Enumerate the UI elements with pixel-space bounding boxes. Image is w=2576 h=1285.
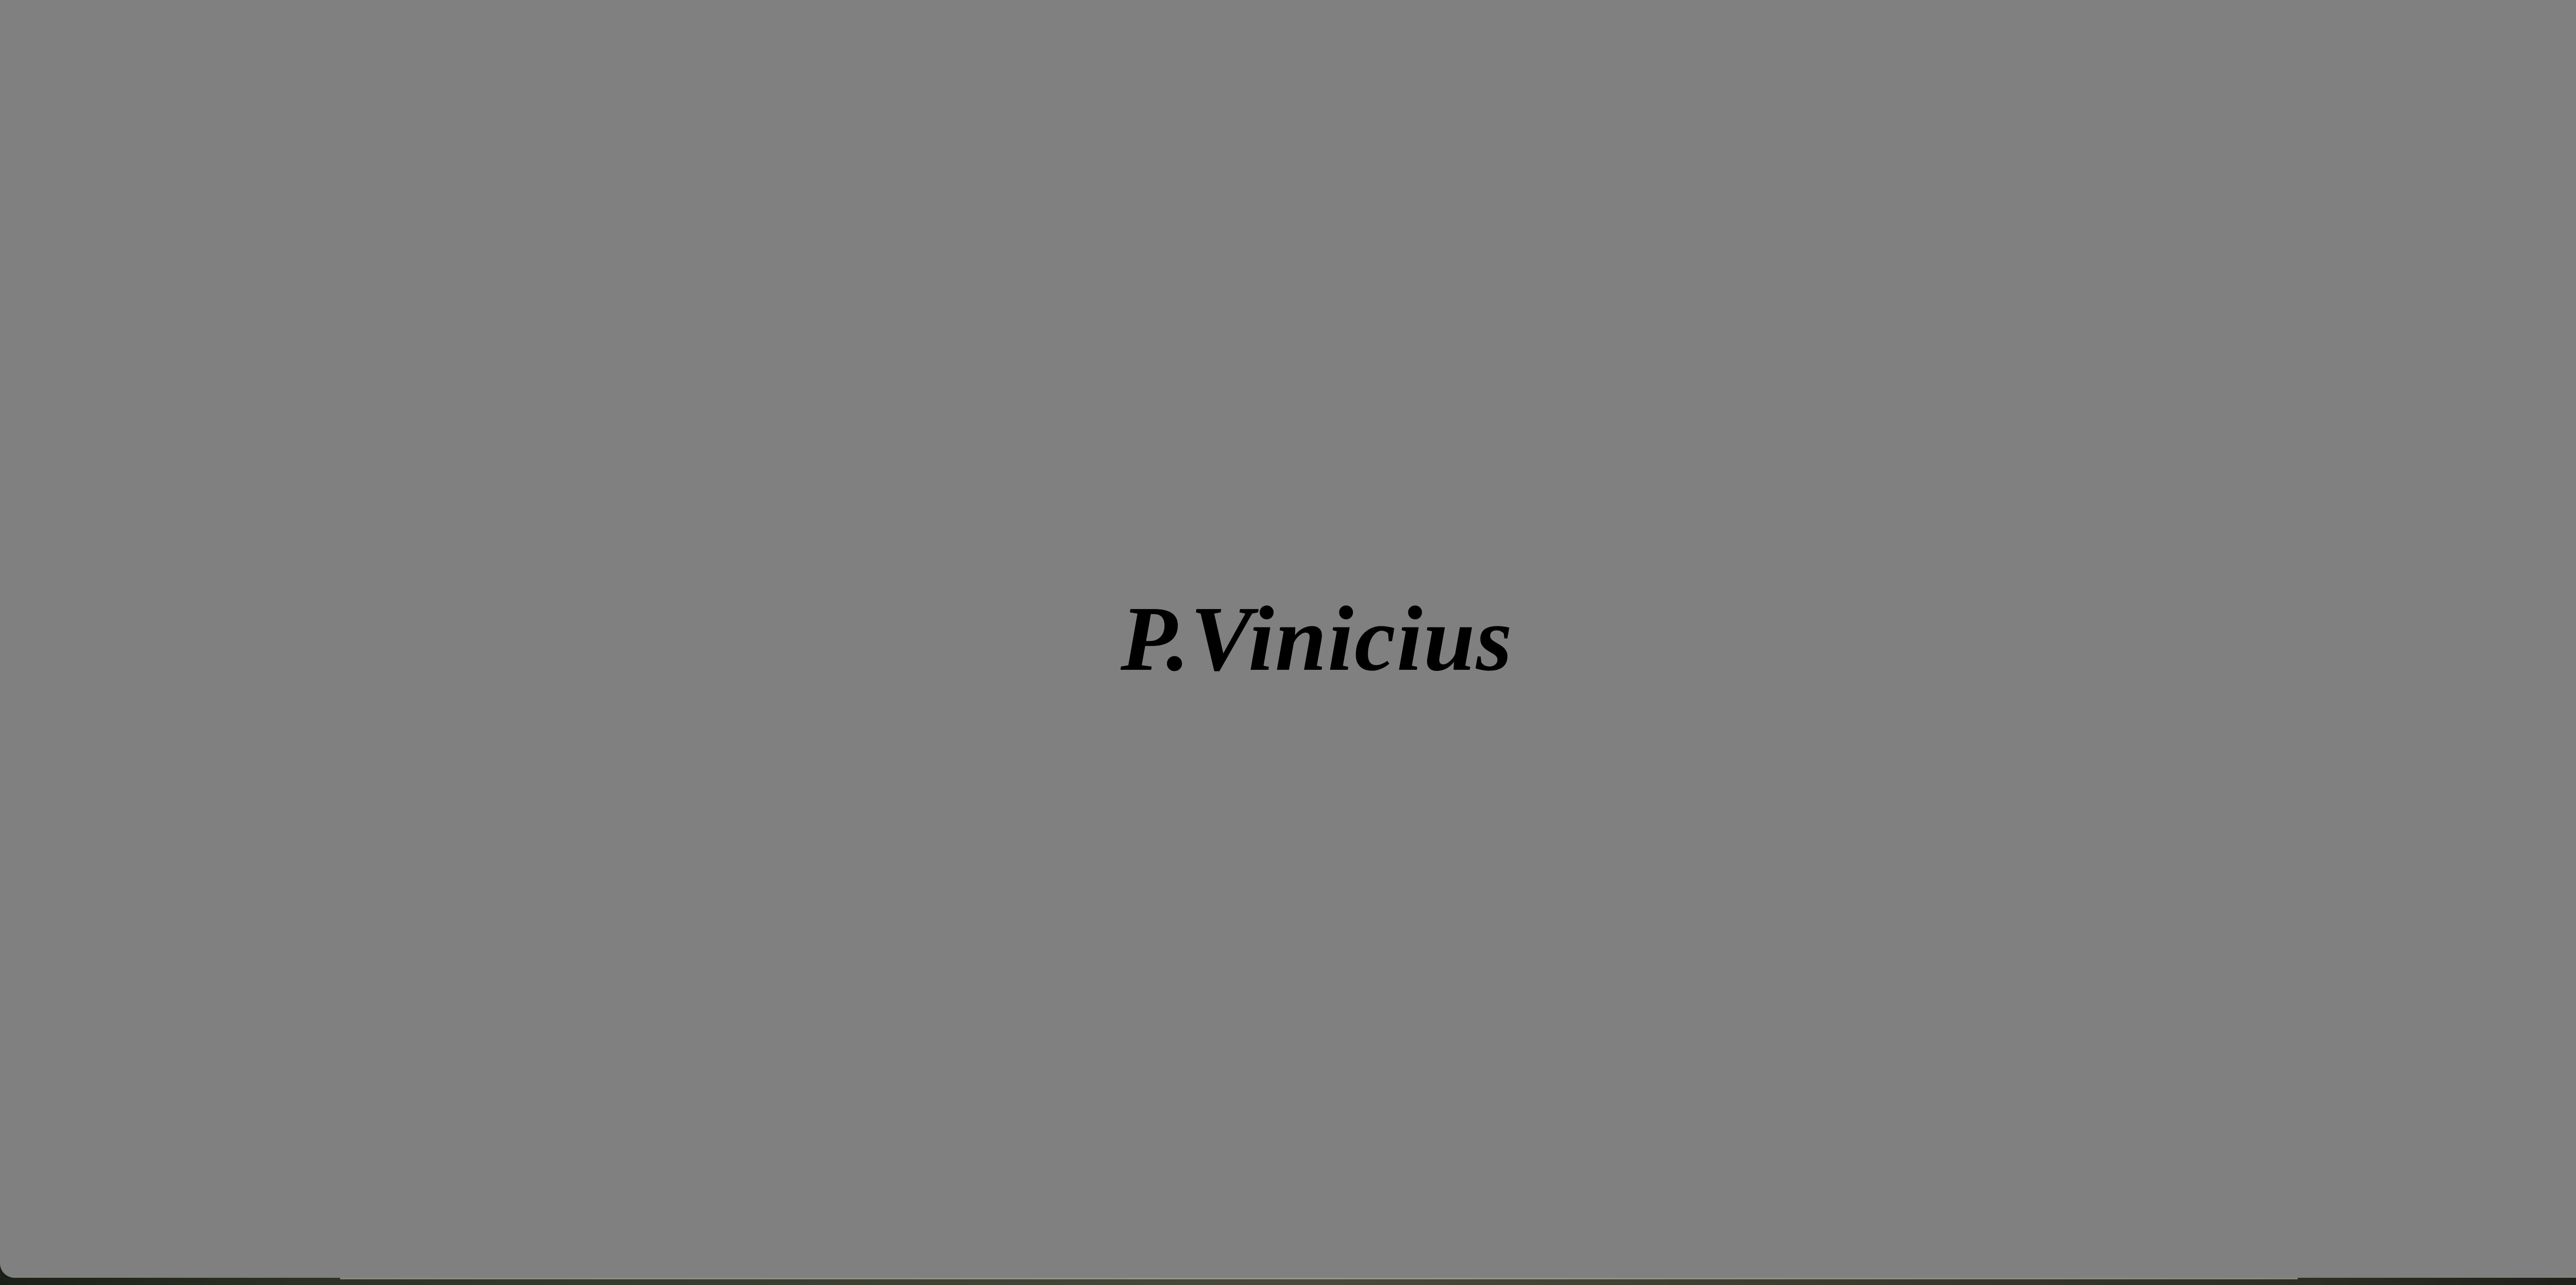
page-title: P.Vinicius: [1120, 587, 1514, 690]
window-edge-highlight: [340, 1278, 2298, 1279]
